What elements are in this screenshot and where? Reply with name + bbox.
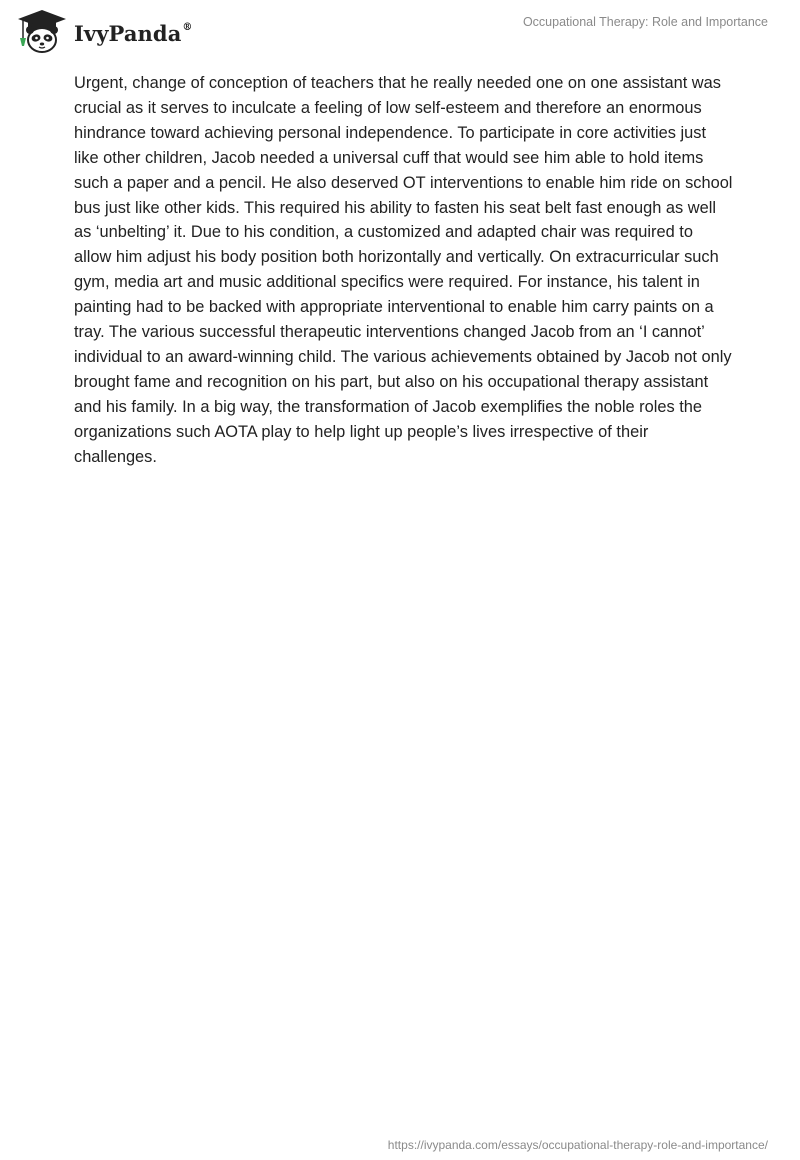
source-url[interactable]: https://ivypanda.com/essays/occupational-therapy-role-and-importance/ [387, 1138, 768, 1152]
essay-body [74, 71, 734, 470]
panda-graduation-cap-icon [14, 8, 70, 56]
running-title: Occupational Therapy: Role and Importance [522, 15, 768, 29]
registered-mark: ® [182, 21, 193, 33]
brand-name: IvyPanda® [74, 20, 193, 46]
ivypanda-logo[interactable] [14, 8, 193, 56]
page-header [0, 0, 800, 60]
body-paragraph: Urgent, change of conception of teachers that he really needed one on one assistant was crucial as it serves to inculcate a feeling of low self-esteem and therefore an enormous hindrance toward achieving personal independence. To participate in core activities just like other children, Jacob needed a universal cuff that would see him able to hold items such a paper and a pencil. He also deserved OT interventions to enable him ride on school bus just like other kids. This required his ability to fasten his seat belt fast enough as well as ‘unbelting’ it. Due to his condition, a customized and adapted chair was required to allow him adjust his body position both horizontally and vertically. On extracurricular such gym, media art and music additional specifics were required. For instance, his talent in painting had to be backed with appropriate interventional to enable him carry paints on a tray. The various successful therapeutic interventions changed Jacob from an ‘I cannot’ individual to an award-winning child. The various achievements obtained by Jacob not only brought fame and recognition on his part, but also on his occupational therapy assistant and his family. In a big way, the transformation of Jacob exemplifies the noble roles the organizations such AOTA play to help light up people’s lives irrespective of their challenges. [74, 74, 733, 466]
